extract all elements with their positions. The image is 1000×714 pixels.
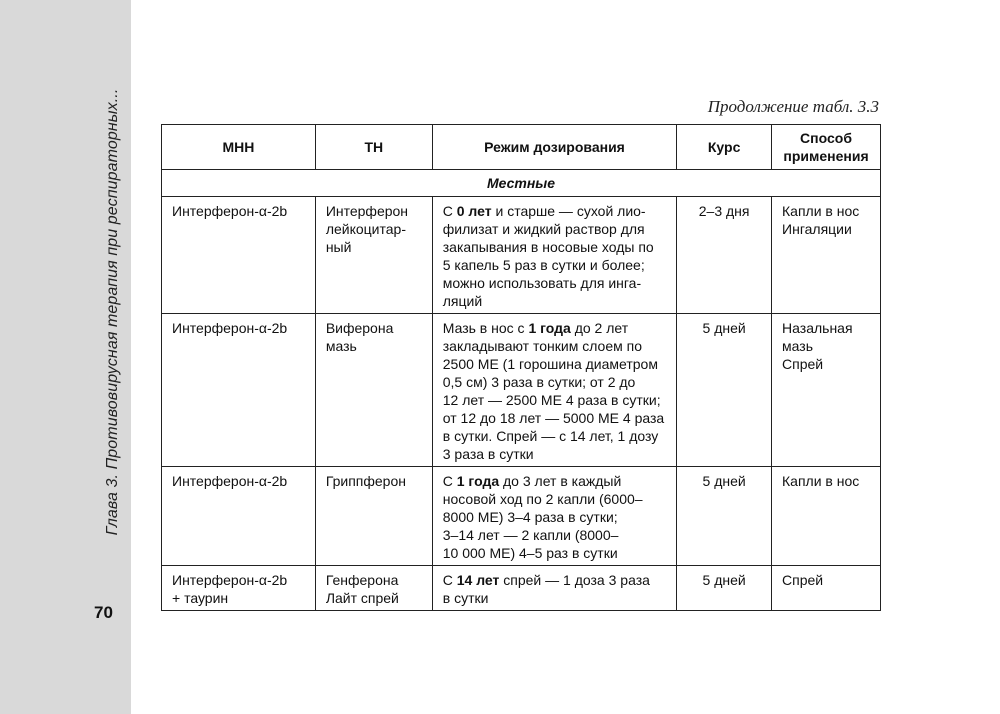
dosing-text: 3–14 лет — 2 капли (8000– — [442, 527, 619, 543]
dosing-line — [443, 427, 666, 445]
cell-dosing — [432, 197, 676, 314]
dosing-line — [443, 238, 666, 256]
page-number: 70 — [94, 603, 113, 622]
cell-mnn — [162, 467, 316, 566]
dosing-text: 3 раза в сутки — [442, 446, 534, 462]
section-label: Местные — [162, 170, 881, 197]
cell-tn-line: Генферона — [325, 572, 399, 588]
header-dosing: Режим дозирования — [432, 125, 676, 170]
cell-method-line: Спрей — [782, 356, 824, 372]
header-row — [162, 125, 881, 170]
cell-mnn — [162, 566, 316, 611]
dosing-text: С — [442, 473, 457, 489]
cell-dosing — [432, 566, 676, 611]
page-margin-bar — [0, 0, 131, 714]
dosing-text: 12 лет — 2500 МЕ 4 раза в сутки; — [442, 392, 661, 408]
cell-mnn — [162, 314, 316, 467]
cell-method — [772, 314, 881, 467]
cell-method-line: Спрей — [782, 572, 824, 588]
cell-course: 2–3 дня — [677, 197, 772, 314]
dosing-line — [443, 490, 666, 508]
cell-tn-line: лейкоцитар- — [325, 221, 406, 237]
dosing-text: можно использовать для инга- — [442, 275, 642, 291]
cell-tn — [315, 314, 432, 467]
dosing-text: закапывания в носовые ходы по — [442, 239, 654, 255]
dosing-line — [443, 391, 666, 409]
header-course: Курс — [677, 125, 772, 170]
dosing-text: и старше — сухой лио- — [491, 203, 646, 219]
cell-method — [772, 566, 881, 611]
cell-mnn-line: Интерферон-α-2b — [172, 572, 288, 588]
header-tn: ТН — [315, 125, 432, 170]
dosing-text: в сутки. Спрей — с 14 лет, 1 дозу — [442, 428, 659, 444]
dosing-line — [443, 526, 666, 544]
cell-tn-line: Гриппферон — [325, 473, 406, 489]
dosing-text: С — [442, 203, 457, 219]
dosing-text: филизат и жидкий раствор для — [442, 221, 645, 237]
dosing-line — [443, 202, 666, 220]
dosing-text: 10 000 МЕ) 4–5 раз в сутки — [442, 545, 618, 561]
dosing-age-emphasis: 0 лет — [456, 203, 492, 219]
cell-tn — [315, 566, 432, 611]
dosing-line — [443, 409, 666, 427]
dosing-age-emphasis: 14 лет — [456, 572, 500, 588]
dosing-text: ляций — [442, 293, 483, 309]
dosing-line — [443, 472, 666, 490]
dosing-text: 8000 МЕ) 3–4 раза в сутки; — [442, 509, 618, 525]
dosing-line — [443, 292, 666, 310]
dosing-line — [443, 274, 666, 292]
table-caption: Продолжение табл. 3.3 — [707, 97, 879, 116]
cell-method-line: Капли в нос — [782, 473, 860, 489]
cell-method-line: Капли в нос — [782, 203, 860, 219]
dosing-text: закладывают тонким слоем по — [442, 338, 642, 354]
dosing-text: Мазь в нос с — [442, 320, 529, 336]
section-row — [162, 170, 881, 197]
cell-tn-line: ный — [325, 239, 352, 255]
dosing-text: до 2 лет — [570, 320, 629, 336]
table-row — [162, 566, 881, 611]
header-method — [772, 125, 881, 170]
cell-tn-line: мазь — [325, 338, 357, 354]
dosing-line — [443, 589, 666, 607]
dosing-line — [443, 508, 666, 526]
dosing-line — [443, 355, 666, 373]
cell-method-line: Назальная — [782, 320, 853, 336]
dosing-text: 5 капель 5 раз в сутки и более; — [442, 257, 645, 273]
dosing-text: С — [442, 572, 457, 588]
dosing-text: спрей — 1 доза 3 раза — [499, 572, 650, 588]
cell-mnn-line: Интерферон-α-2b — [172, 473, 288, 489]
dosing-line — [443, 571, 666, 589]
dosing-line — [443, 373, 666, 391]
cell-tn-line: Лайт спрей — [325, 590, 399, 606]
dosing-line — [443, 337, 666, 355]
cell-mnn — [162, 197, 316, 314]
dosing-line — [443, 544, 666, 562]
dosing-age-emphasis: 1 года — [456, 473, 500, 489]
dosing-text: носовой ход по 2 капли (6000– — [442, 491, 643, 507]
dosing-text: до 3 лет в каждый — [499, 473, 622, 489]
dosing-line — [443, 445, 666, 463]
header-method-line: Способ — [800, 130, 852, 146]
dosing-line — [443, 220, 666, 238]
cell-tn — [315, 467, 432, 566]
cell-dosing — [432, 314, 676, 467]
cell-method-line: мазь — [782, 338, 813, 354]
cell-tn — [315, 197, 432, 314]
cell-mnn-line: Интерферон-α-2b — [172, 320, 288, 336]
table-row — [162, 197, 881, 314]
table-row — [162, 467, 881, 566]
cell-mnn-line: + таурин — [172, 590, 229, 606]
cell-course: 5 дней — [677, 314, 772, 467]
drug-table — [161, 124, 881, 611]
cell-course: 5 дней — [677, 566, 772, 611]
cell-method — [772, 197, 881, 314]
dosing-text: 2500 МЕ (1 горошина диаметром — [442, 356, 658, 372]
dosing-line — [443, 319, 666, 337]
header-method-line: применения — [783, 148, 869, 164]
dosing-text: от 12 до 18 лет — 5000 МЕ 4 раза — [442, 410, 665, 426]
table-row — [162, 314, 881, 467]
cell-method-line: Ингаляции — [782, 221, 852, 237]
dosing-text: 0,5 см) 3 раза в сутки; от 2 до — [442, 374, 636, 390]
dosing-age-emphasis: 1 года — [528, 320, 571, 336]
header-mnn: МНН — [162, 125, 316, 170]
cell-method — [772, 467, 881, 566]
cell-course: 5 дней — [677, 467, 772, 566]
dosing-text: в сутки — [442, 590, 489, 606]
running-head: Глава 3. Противовирусная терапия при респираторных... — [104, 88, 121, 536]
cell-tn-line: Виферона — [325, 320, 394, 336]
cell-tn-line: Интерферон — [325, 203, 409, 219]
cell-mnn-line: Интерферон-α-2b — [172, 203, 288, 219]
dosing-line — [443, 256, 666, 274]
cell-dosing — [432, 467, 676, 566]
